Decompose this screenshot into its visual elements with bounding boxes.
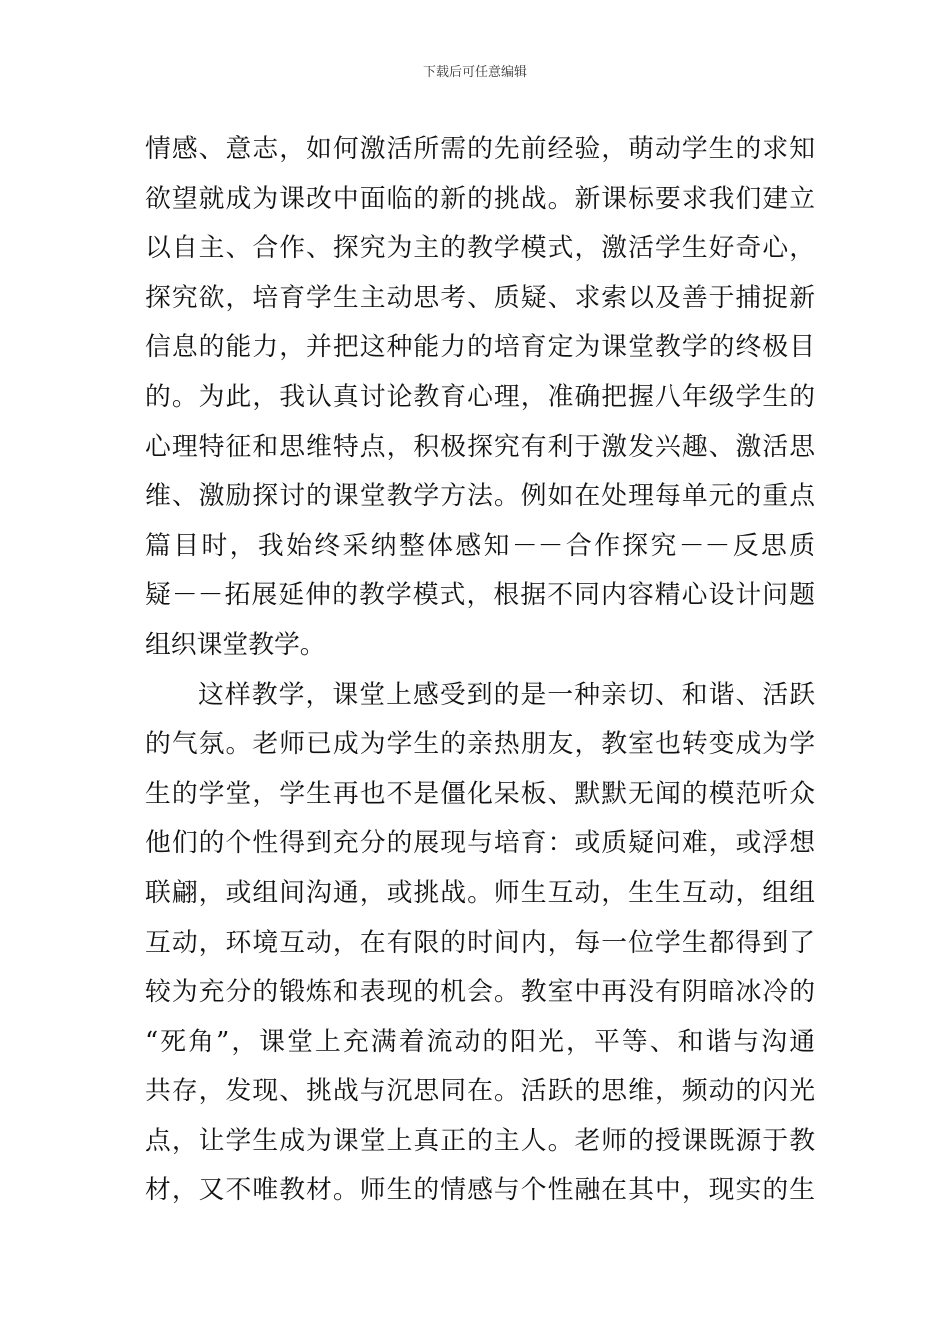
text-line: 较为充分的锻炼和表现的机会。教室中再没有阴暗冰冷的 [145,977,815,1008]
text-line: 心理特征和思维特点，积极探究有利于激发兴趣、激活思 [145,431,815,462]
paragraph [145,125,815,671]
document-body [145,125,815,1216]
text-line: 点，让学生成为课堂上真正的主人。老师的授课既源于教 [145,1125,815,1156]
text-line: 共存，发现、挑战与沉思同在。活跃的思维，频动的闪光 [145,1076,815,1107]
text-line: 以自主、合作、探究为主的教学模式，激活学生好奇心， [145,233,815,264]
text-line: 的。为此，我认真讨论教育心理，准确把握八年级学生的 [145,381,815,412]
text-line: “死角”，课堂上充满着流动的阳光，平等、和谐与沟通 [145,1026,815,1057]
text-line: 他们的个性得到充分的展现与培育：或质疑问难，或浮想 [145,828,815,859]
text-line: 的气氛。老师已成为学生的亲热朋友，教室也转变成为学 [145,729,815,760]
text-line: 材，又不唯教材。师生的情感与个性融在其中，现实的生 [145,1175,815,1206]
paragraph [145,671,815,1217]
text-line: 疑－－拓展延伸的教学模式，根据不同内容精心设计问题 [145,580,815,611]
text-line: 联翩，或组间沟通，或挑战。师生互动，生生互动，组组 [145,877,815,908]
text-line: 篇目时，我始终采纳整体感知－－合作探究－－反思质 [145,530,815,561]
text-line: 组织课堂教学。 [145,629,326,660]
text-line: 信息的能力，并把这种能力的培育定为课堂教学的终极目 [145,332,815,363]
text-line: 维、激励探讨的课堂教学方法。例如在处理每单元的重点 [145,481,815,512]
text-line: 情感、意志，如何激活所需的先前经验，萌动学生的求知 [145,134,815,164]
text-line: 欲望就成为课改中面临的新的挑战。新课标要求我们建立 [145,183,815,214]
text-line: 互动，环境互动，在有限的时间内，每一位学生都得到了 [145,927,815,958]
page-header: 下载后可任意编辑 [422,65,527,80]
text-line: 探究欲，培育学生主动思考、质疑、求索以及善于捕捉新 [145,282,815,313]
text-line: 这样教学，课堂上感受到的是一种亲切、和谐、活跃 [198,679,815,710]
text-line: 生的学堂，学生再也不是僵化呆板、默默无闻的模范听众 [145,778,815,809]
